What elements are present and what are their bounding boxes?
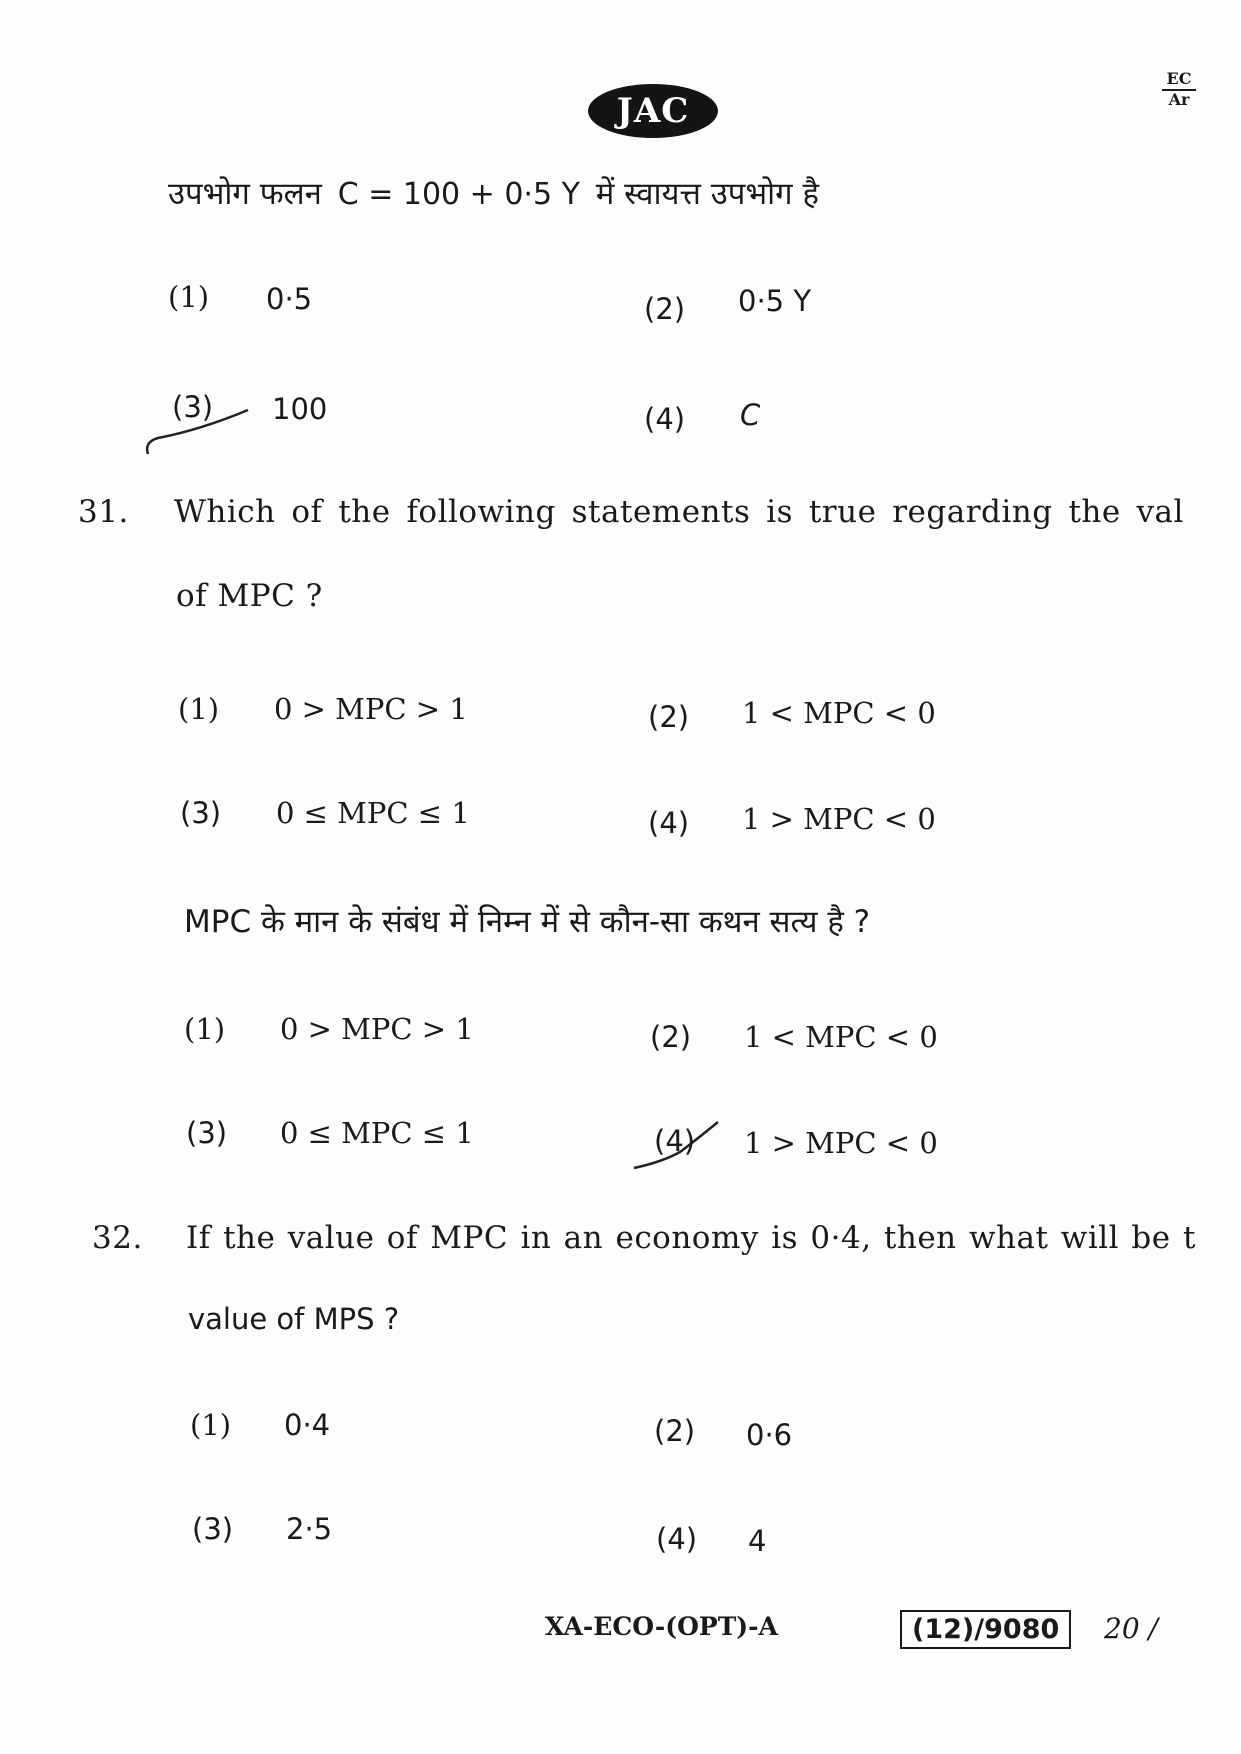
corner-bottom: Ar: [1168, 90, 1190, 109]
q31-hindi-option-1-num: (1): [184, 1012, 226, 1046]
question-word: MPC: [430, 1220, 509, 1256]
question-word: regarding: [892, 494, 1053, 530]
question-word: Which: [174, 494, 276, 530]
q32-option-4-num: (4): [656, 1522, 698, 1556]
q30-option-2-num: (2): [644, 292, 686, 326]
question-word: 0·4,: [810, 1220, 872, 1256]
question-word: true: [808, 494, 877, 530]
q32-number: 32.: [92, 1220, 143, 1256]
q31-hindi-option-3-num: (3): [186, 1116, 228, 1150]
q30-option-1-num: (1): [168, 280, 210, 314]
q31-hindi-question: MPC के मान के संबंध में निम्न में से कौन-सा कथन सत्य है ?: [184, 904, 871, 940]
q31-option-1-text: 0 > MPC > 1: [274, 692, 468, 726]
q31-option-4-num: (4): [648, 806, 690, 840]
question-word: statements: [571, 494, 751, 530]
question-word: t: [1182, 1220, 1196, 1256]
q31-option-4-text: 1 > MPC < 0: [742, 802, 936, 836]
question-word: of: [386, 1220, 418, 1256]
q30-text-before: उपभोग फलन: [168, 176, 322, 212]
question-word: an: [563, 1220, 604, 1256]
q31-hindi-option-4-text: 1 > MPC < 0: [744, 1126, 938, 1160]
question-word: in: [520, 1220, 552, 1256]
q32-option-1-num: (1): [190, 1408, 232, 1442]
q31-number: 31.: [78, 494, 129, 530]
tick-mark-q30: [140, 396, 250, 458]
question-word: val: [1136, 494, 1184, 530]
q30-hindi-question: [168, 172, 819, 214]
q30-option-3-num: (3): [172, 390, 214, 424]
q32-option-2-text: 0·6: [746, 1418, 793, 1452]
q30-option-3-text: 100: [272, 392, 328, 426]
q32-question-line2: value of MPS ?: [188, 1302, 400, 1336]
question-word: following: [406, 494, 556, 530]
question-word: the: [338, 494, 391, 530]
question-word: is: [766, 494, 794, 530]
q31-hindi-option-2-num: (2): [650, 1020, 692, 1054]
q32-option-4-text: 4: [748, 1524, 767, 1558]
q31-option-2-text: 1 < MPC < 0: [742, 696, 936, 730]
question-word: what: [968, 1220, 1049, 1256]
q32-option-2-num: (2): [654, 1414, 696, 1448]
jac-logo: [588, 84, 718, 138]
paper-code: XA-ECO-(OPT)-A: [545, 1612, 778, 1641]
question-word: will: [1060, 1220, 1120, 1256]
q31-question-line1: [174, 494, 1184, 530]
question-word: value: [287, 1220, 375, 1256]
q30-option-2-text: 0·5 Y: [738, 284, 812, 318]
q31-hindi-option-4-num: (4): [654, 1124, 696, 1158]
question-word: is: [771, 1220, 799, 1256]
q32-option-3-text: 2·5: [286, 1512, 333, 1546]
question-word: be: [1131, 1220, 1171, 1256]
question-word: If: [186, 1220, 211, 1256]
question-word: economy: [615, 1220, 759, 1256]
q31-option-2-num: (2): [648, 700, 690, 734]
q30-formula: C = 100 + 0·5 Y: [337, 177, 580, 212]
q32-question-line1: [186, 1220, 1196, 1256]
question-word: the: [1068, 494, 1121, 530]
q31-option-3-text: 0 ≤ MPC ≤ 1: [276, 796, 470, 830]
corner-mark: [1162, 70, 1196, 109]
question-word: of: [291, 494, 323, 530]
q31-question-line2: of MPC ?: [176, 578, 323, 614]
q31-hindi-option-1-text: 0 > MPC > 1: [280, 1012, 474, 1046]
q30-option-1-text: 0·5: [266, 282, 313, 316]
q31-hindi-option-2-text: 1 < MPC < 0: [744, 1020, 938, 1054]
page-number: 20 /: [1104, 1612, 1158, 1645]
question-word: the: [223, 1220, 276, 1256]
q31-option-1-num: (1): [178, 692, 220, 726]
q32-option-1-text: 0·4: [284, 1408, 331, 1442]
tick-mark-q31: [632, 1118, 722, 1172]
question-word: then: [883, 1220, 957, 1256]
paper-number-box: (12)/9080: [900, 1610, 1071, 1649]
q31-hindi-option-3-text: 0 ≤ MPC ≤ 1: [280, 1116, 474, 1150]
q30-text-after: में स्वायत्त उपभोग है: [595, 176, 819, 212]
logo-text: JAC: [616, 91, 690, 131]
q30-option-4-text: C: [740, 398, 761, 432]
q32-option-3-num: (3): [192, 1512, 234, 1546]
corner-top: EC: [1162, 70, 1196, 91]
q30-option-4-num: (4): [644, 402, 686, 436]
q31-option-3-num: (3): [180, 796, 222, 830]
